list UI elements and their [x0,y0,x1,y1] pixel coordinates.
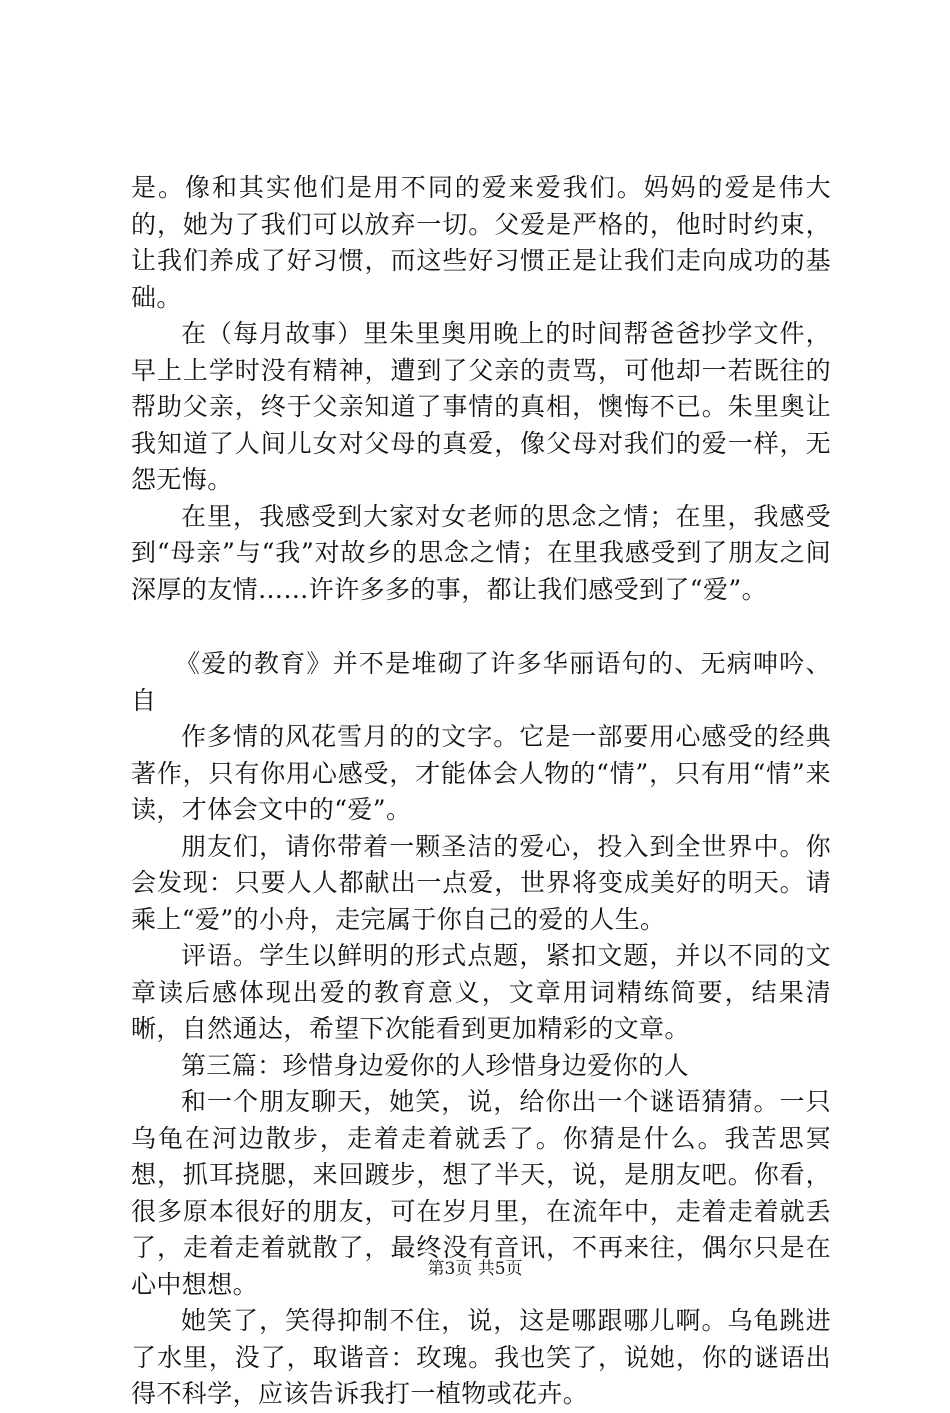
paragraph: 《爱的教育》并不是堆砌了许多华丽语句的、无病呻吟、自 [131,649,831,715]
paragraph: 和一个朋友聊天，她笑，说，给你出一个谜语猜猜。一只乌龟在河边散步，走着走着就丢了。你猜是什么。我苦思冥想，抓耳挠腮，来回踱步，想了半天，说，是朋友吧。你看，很多原本很好的朋友，可在岁月里，在流年中，走着走着就丢了，走着走着就散了，最终没有音讯，不再来往，偶尔只是在心中想想。 [131,1087,831,1299]
document-body [131,170,831,1413]
paragraph: 她笑了，笑得抑制不住，说，这是哪跟哪儿啊。乌龟跳进了水里，没了，取谐音：玫瑰。我也笑了，说她，你的谜语出得不科学，应该告诉我打一植物或花卉。 [131,1306,831,1408]
paragraph: 评语。学生以鲜明的形式点题，紧扣文题，并以不同的文章读后感体现出爱的教育意义，文章用词精练简要，结果清晰，自然通达，希望下次能看到更加精彩的文章。 [131,941,831,1043]
paragraph: 是。像和其实他们是用不同的爱来爱我们。妈妈的爱是伟大的，她为了我们可以放弃一切。父爱是严格的，他时时约束，让我们养成了好习惯，而这些好习惯正是让我们走向成功的基础。 [131,173,831,312]
page-footer [0,1258,950,1280]
paragraph: 作多情的风花雪月的的文字。它是一部要用心感受的经典著作，只有你用心感受，才能体会人物的“情”，只有用“情”来读，才体会文中的“爱”。 [131,722,831,824]
paragraph: 朋友们，请你带着一颗圣洁的爱心，投入到全世界中。你会发现：只要人人都献出一点爱，世界将变成美好的明天。请乘上“爱”的小舟，走完属于你自己的爱的人生。 [131,831,831,934]
paragraph: 在里，我感受到大家对女老师的思念之情；在里，我感受到“母亲”与“我”对故乡的思念之情；在里我感受到了朋友之间深厚的友情……许许多多的事，都让我们感受到了“爱”。 [131,501,831,604]
paragraph: 在（每月故事）里朱里奥用晚上的时间帮爸爸抄学文件，早上上学时没有精神，遭到了父亲的责骂，可他却一若既往的帮助父亲，终于父亲知道了事情的真相，懊悔不已。朱里奥让我知道了人间儿女对父母的真爱，像父母对我们的爱一样，无怨无悔。 [131,319,831,494]
section-heading: 第三篇：珍惜身边爱你的人珍惜身边爱你的人 [181,1050,690,1080]
page-number: 第3页 共5页 [427,1259,523,1279]
